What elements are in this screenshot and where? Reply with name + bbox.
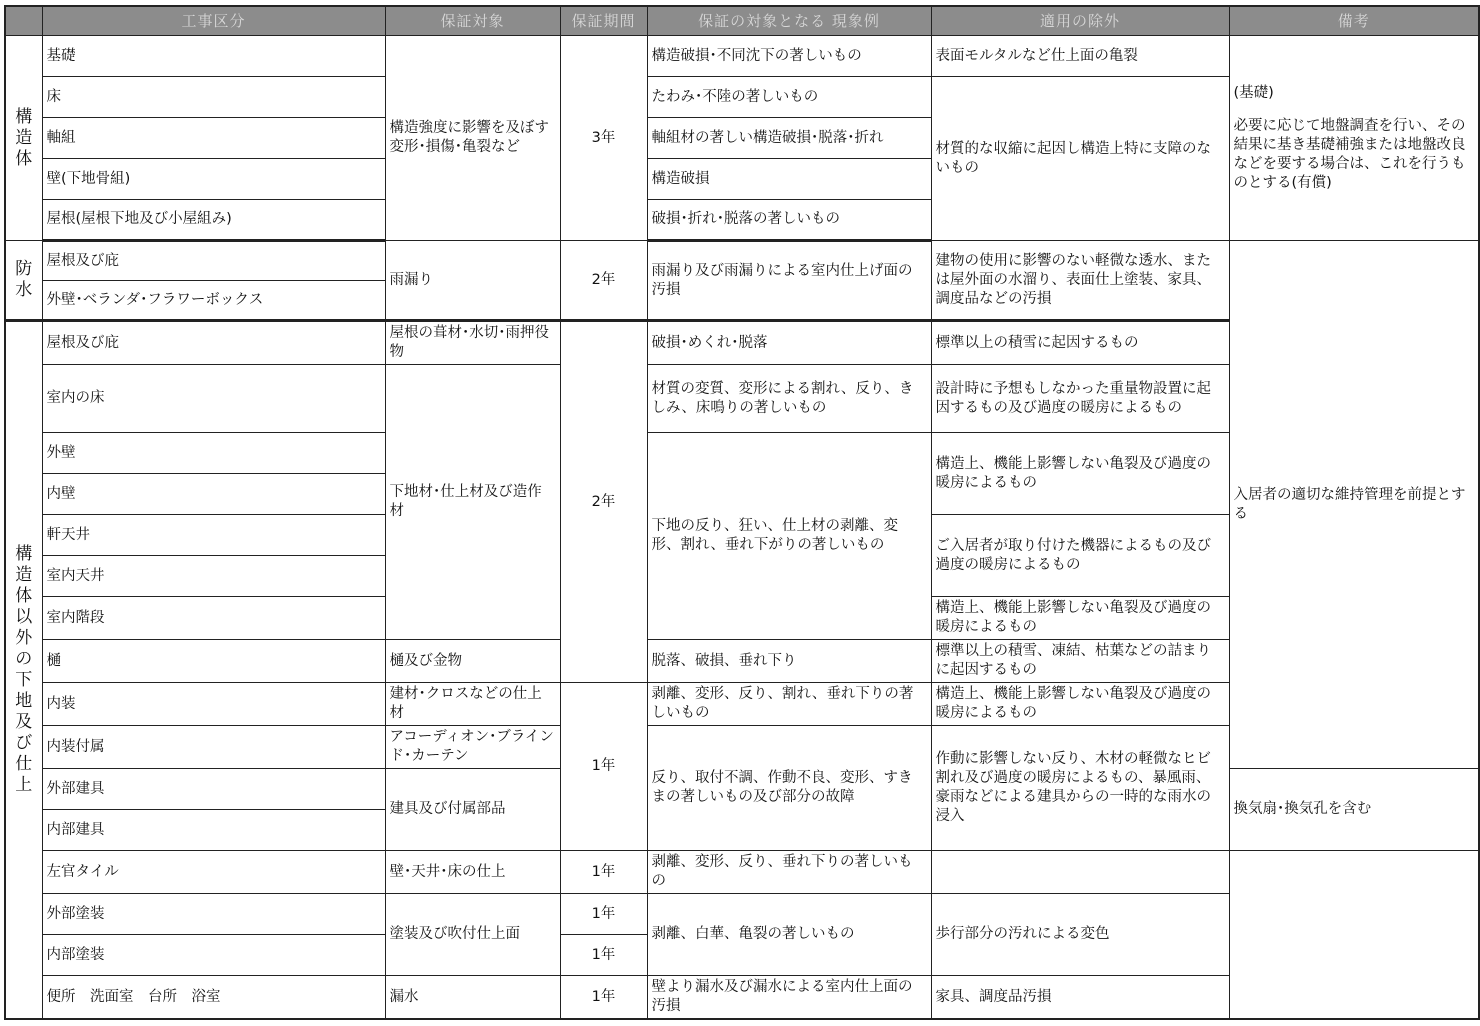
- header-examples: 保証の対象となる 現象例: [647, 6, 931, 36]
- exclusion-cell: 作動に影響しない反り、木材の軽微なヒビ割れ及び過度の暖房によるもの、暴風雨、豪雨などによる建具からの一時的な雨水の浸入: [931, 726, 1229, 851]
- row-label: 外部建具: [42, 769, 385, 810]
- row-label: 室内の床: [42, 365, 385, 433]
- row-label: 基礎: [42, 36, 385, 77]
- warranty-table: [4, 5, 1480, 1020]
- period-cell: 1年: [560, 851, 647, 894]
- row-label: 室内階段: [42, 597, 385, 640]
- example-cell: 下地の反り、狂い、仕上材の剥離、変形、割れ、垂れ下がりの著しいもの: [647, 433, 931, 640]
- row-label: 屋根及び庇: [42, 321, 385, 365]
- remark-heading: (基礎): [1233, 84, 1274, 101]
- group-label-waterproof: 防水: [5, 241, 42, 321]
- header-work-division: 工事区分: [42, 6, 385, 36]
- example-cell: 剥離、白華、亀裂の著しいもの: [647, 894, 931, 976]
- row-label: 内部塗装: [42, 935, 385, 976]
- example-cell: 壁より漏水及び漏水による室内仕上面の汚損: [647, 976, 931, 1020]
- row-label: 外部塗装: [42, 894, 385, 935]
- header-period: 保証期間: [560, 6, 647, 36]
- row-label: 内装: [42, 683, 385, 726]
- example-cell: 構造破損･不同沈下の著しいもの: [647, 36, 931, 77]
- row-label: 室内天井: [42, 556, 385, 597]
- period-cell: 2年: [560, 321, 647, 683]
- exclusion-cell: 構造上、機能上影響しない亀裂及び過度の暖房によるもの: [931, 597, 1229, 640]
- row-label: 外壁･ベランダ･フラワーボックス: [42, 281, 385, 321]
- row-label: 壁(下地骨組): [42, 159, 385, 200]
- target-cell: 屋根の葺材･水切･雨押役物: [385, 321, 560, 365]
- exclusion-cell: [931, 851, 1229, 894]
- row-label: 外壁: [42, 433, 385, 474]
- group-label-finishes: 構造体以外の下地及び仕上: [5, 321, 42, 1020]
- remark-cell: 換気扇･換気孔を含む: [1229, 769, 1479, 851]
- target-cell: 建具及び付属部品: [385, 769, 560, 851]
- period-cell: 1年: [560, 935, 647, 976]
- exclusion-cell: ご入居者が取り付けた機器によるもの及び過度の暖房によるもの: [931, 515, 1229, 597]
- target-cell: 漏水: [385, 976, 560, 1020]
- exclusion-cell: 構造上、機能上影響しない亀裂及び過度の暖房によるもの: [931, 433, 1229, 515]
- exclusion-cell: 標準以上の積雪、凍結、枯葉などの詰まりに起因するもの: [931, 640, 1229, 683]
- period-cell: 2年: [560, 241, 647, 321]
- example-cell: 破損･折れ･脱落の著しいもの: [647, 200, 931, 241]
- exclusion-cell: 建物の使用に影響のない軽微な透水、または屋外面の水溜り、表面仕上塗装、家具、調度品などの汚損: [931, 241, 1229, 321]
- header-category-cell: [5, 6, 42, 36]
- row-label: 便所 洗面室 台所 浴室: [42, 976, 385, 1020]
- exclusion-cell: 表面モルタルなど仕上面の亀裂: [931, 36, 1229, 77]
- row-label: 内部建具: [42, 810, 385, 851]
- period-cell: 1年: [560, 976, 647, 1020]
- example-cell: 剥離、変形、反り、割れ、垂れ下りの著しいもの: [647, 683, 931, 726]
- target-cell: 塗装及び吹付仕上面: [385, 894, 560, 976]
- example-cell: 剥離、変形、反り、垂れ下りの著しいもの: [647, 851, 931, 894]
- exclusion-cell: 標準以上の積雪に起因するもの: [931, 321, 1229, 365]
- target-cell: 壁･天井･床の仕上: [385, 851, 560, 894]
- period-cell: 1年: [560, 894, 647, 935]
- header-exclusions: 適用の除外: [931, 6, 1229, 36]
- remark-cell: [1229, 36, 1479, 241]
- row-label: 内装付属: [42, 726, 385, 769]
- period-cell: 1年: [560, 683, 647, 851]
- header-target: 保証対象: [385, 6, 560, 36]
- remark-body: 必要に応じて地盤調査を行い、その結果に基き基礎補強または地盤改良などを要する場合は、これを行うものとする(有償): [1233, 117, 1466, 191]
- header-row: [5, 6, 1479, 36]
- example-cell: 破損･めくれ･脱落: [647, 321, 931, 365]
- exclusion-cell: 材質的な収縮に起因し構造上特に支障のないもの: [931, 77, 1229, 241]
- example-cell: 雨漏り及び雨漏りによる室内仕上げ面の汚損: [647, 241, 931, 321]
- example-cell: 脱落、破損、垂れ下り: [647, 640, 931, 683]
- row-label: 屋根(屋根下地及び小屋組み): [42, 200, 385, 241]
- exclusion-cell: 構造上、機能上影響しない亀裂及び過度の暖房によるもの: [931, 683, 1229, 726]
- row-label: 軸組: [42, 118, 385, 159]
- exclusion-cell: 家具、調度品汚損: [931, 976, 1229, 1020]
- target-cell: 建材･クロスなどの仕上材: [385, 683, 560, 726]
- exclusion-cell: 歩行部分の汚れによる変色: [931, 894, 1229, 976]
- target-cell: 下地材･仕上材及び造作材: [385, 365, 560, 640]
- period-cell: 3年: [560, 36, 647, 241]
- example-cell: 構造破損: [647, 159, 931, 200]
- table-row: [5, 36, 1479, 77]
- example-cell: 材質の変質、変形による割れ、反り、きしみ、床鳴りの著しいもの: [647, 365, 931, 433]
- target-cell: 雨漏り: [385, 241, 560, 321]
- remark-cell: 入居者の適切な維持管理を前提とする: [1229, 241, 1479, 769]
- group-label-structure: 構造体: [5, 36, 42, 241]
- exclusion-cell: 設計時に予想もしなかった重量物設置に起因するもの及び過度の暖房によるもの: [931, 365, 1229, 433]
- row-label: 屋根及び庇: [42, 241, 385, 281]
- row-label: 床: [42, 77, 385, 118]
- target-cell: 樋及び金物: [385, 640, 560, 683]
- example-cell: 反り、取付不調、作動不良、変形、すきまの著しいもの及び部分の故障: [647, 726, 931, 851]
- row-label: 樋: [42, 640, 385, 683]
- row-label: 左官タイル: [42, 851, 385, 894]
- example-cell: たわみ･不陸の著しいもの: [647, 77, 931, 118]
- warranty-sheet: [4, 5, 1480, 1020]
- target-cell: アコーディオン･ブラインド･カーテン: [385, 726, 560, 769]
- table-row: [5, 241, 1479, 281]
- header-remarks: 備考: [1229, 6, 1479, 36]
- remark-cell: [1229, 851, 1479, 1020]
- row-label: 軒天井: [42, 515, 385, 556]
- table-row: [5, 851, 1479, 894]
- row-label: 内壁: [42, 474, 385, 515]
- example-cell: 軸組材の著しい構造破損･脱落･折れ: [647, 118, 931, 159]
- target-cell: 構造強度に影響を及ぼす変形･損傷･亀裂など: [385, 36, 560, 241]
